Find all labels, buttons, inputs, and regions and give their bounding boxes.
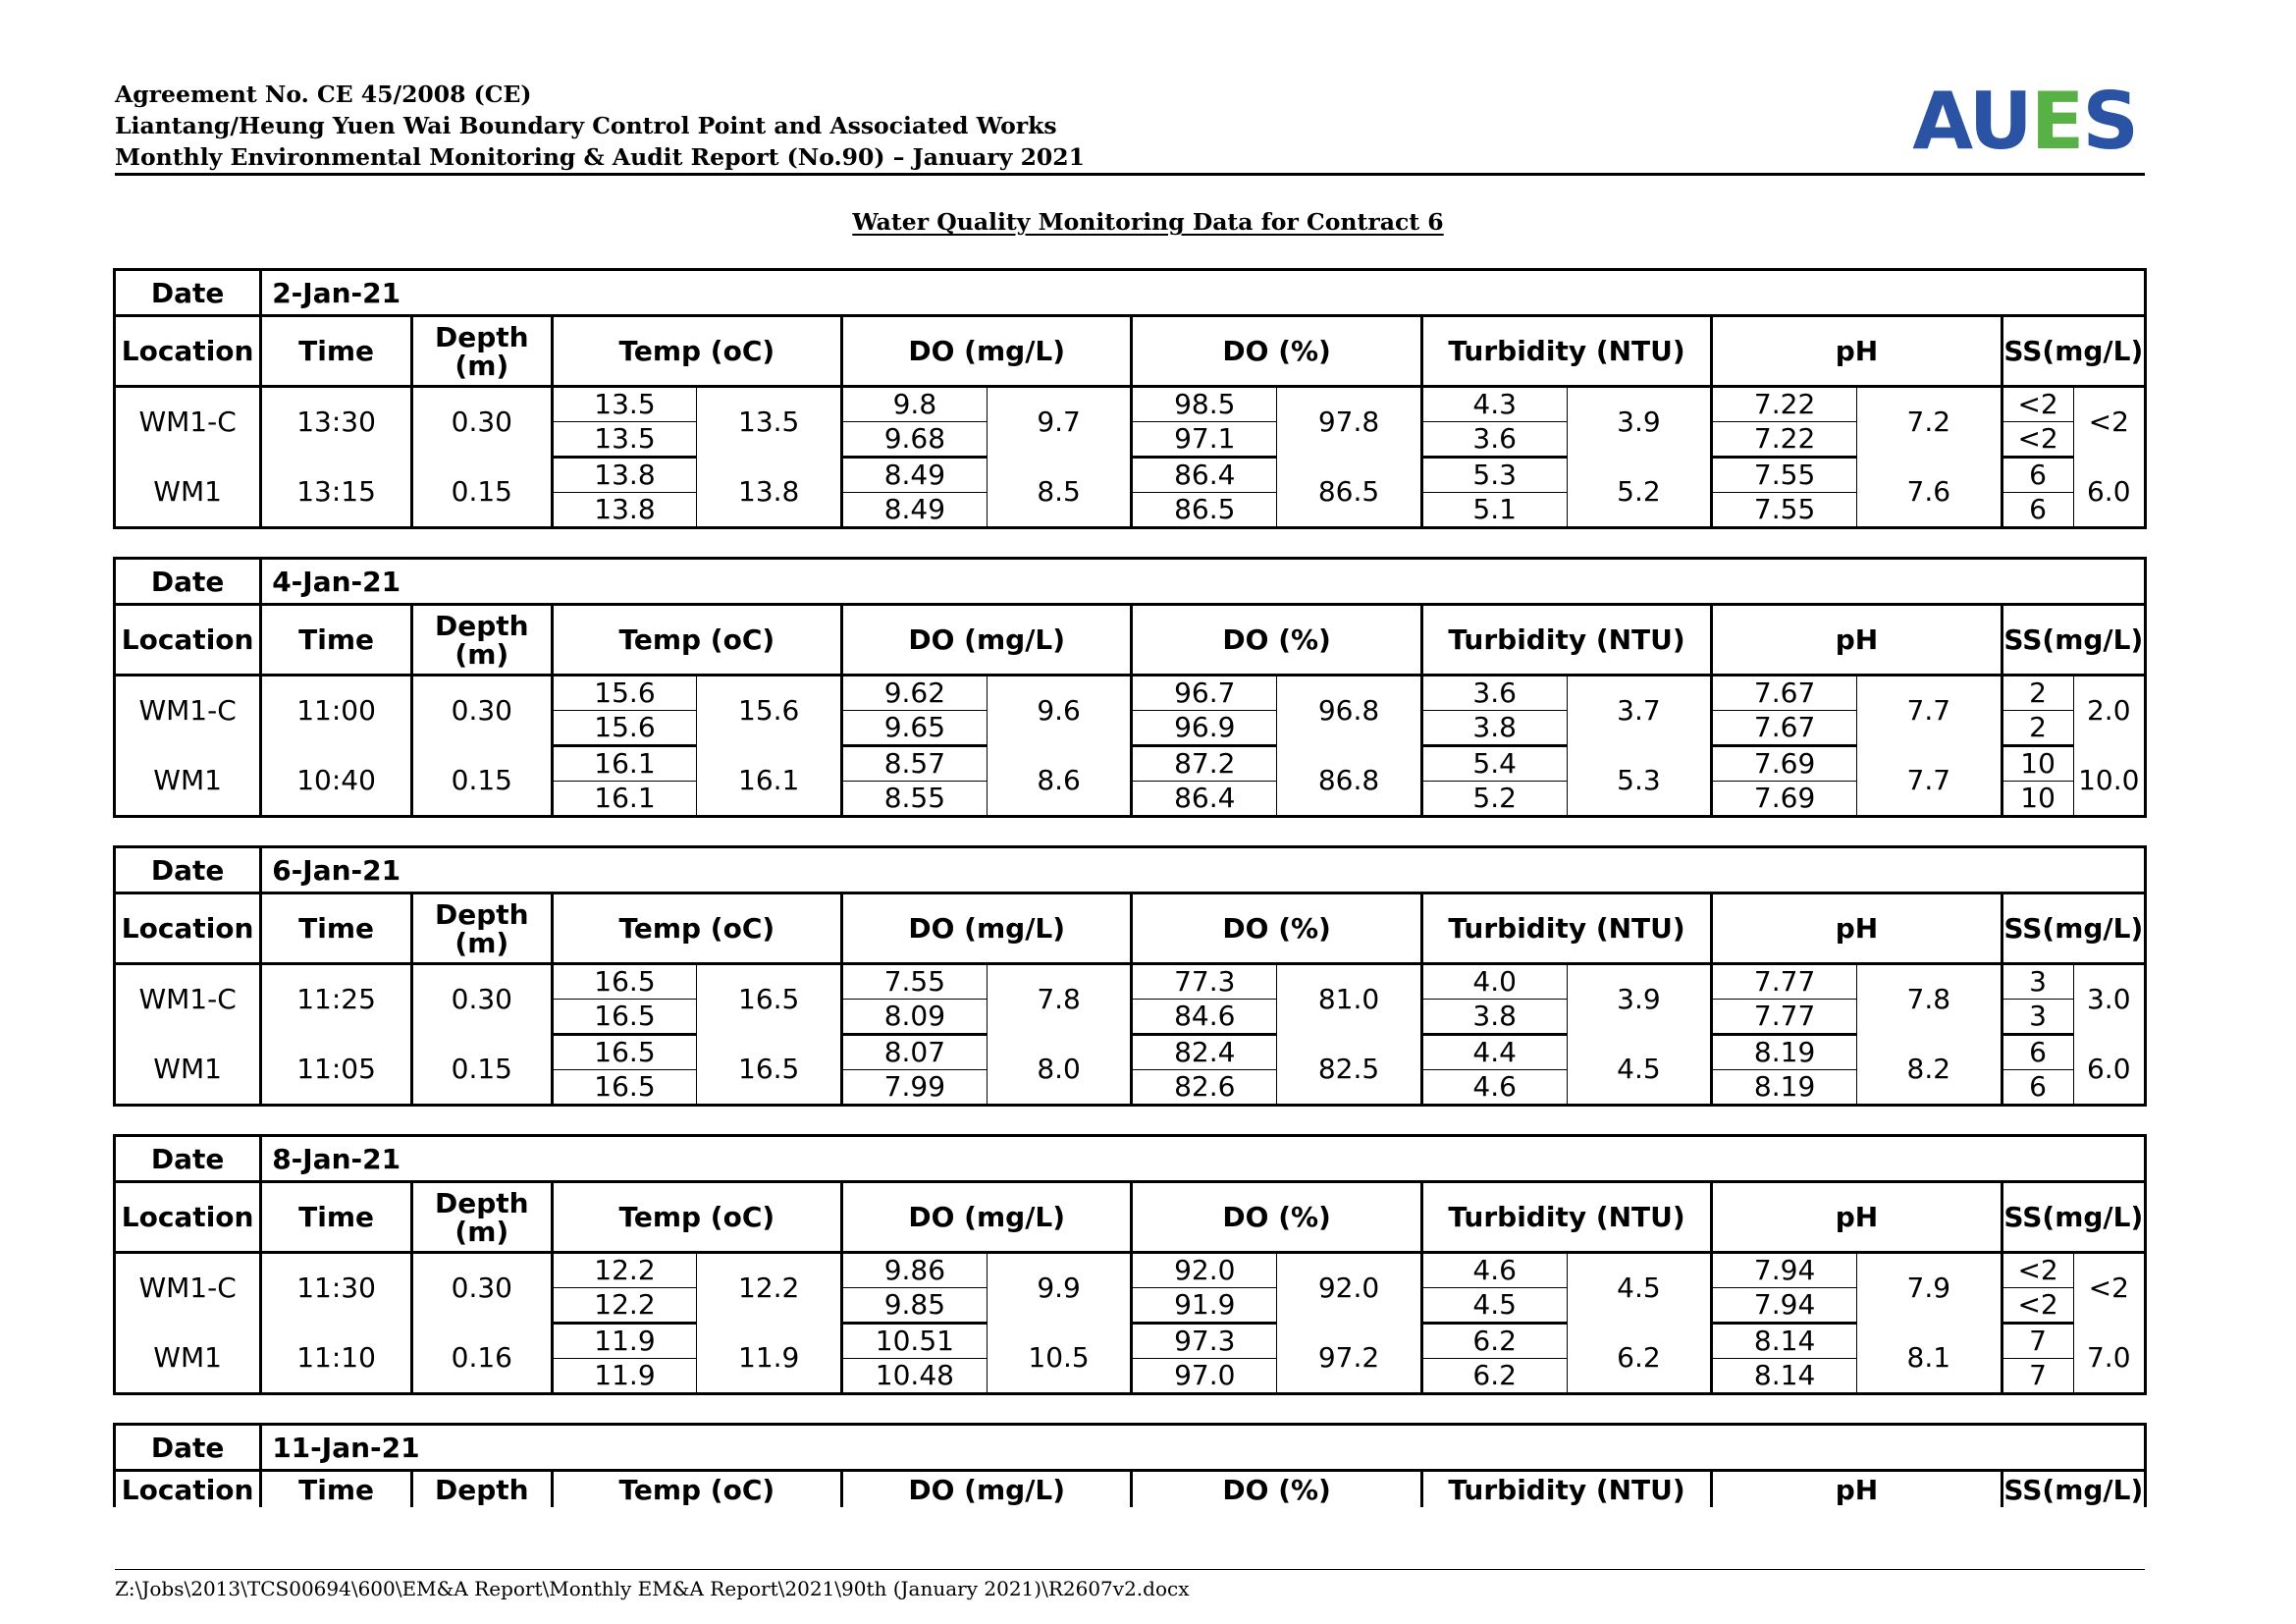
turbidity-average: 3.9 <box>1567 387 1712 458</box>
header-ph: pH <box>1712 1471 2002 1508</box>
agreement-number: Agreement No. CE 45/2008 (CE) <box>115 81 532 108</box>
column-header-row <box>116 1471 2144 1508</box>
do-mgl-average: 8.5 <box>987 458 1132 527</box>
table-row <box>116 746 2144 782</box>
location-cell: WM1-C <box>116 964 261 1035</box>
table-row <box>116 1253 2144 1288</box>
ph-reading-2: 8.19 <box>1712 1070 1857 1105</box>
time-cell: 10:40 <box>261 746 412 816</box>
do-mgl-average: 9.6 <box>987 676 1132 746</box>
time-cell: 11:00 <box>261 676 412 746</box>
ph-reading-2: 7.55 <box>1712 493 1857 527</box>
time-cell: 11:25 <box>261 964 412 1035</box>
depth-cell: 0.16 <box>411 1324 552 1393</box>
date-value: 6-Jan-21 <box>261 848 2144 893</box>
ss-reading-1: <2 <box>2002 1253 2073 1288</box>
header-temp: Temp (oC) <box>552 1471 841 1508</box>
date-label: Date <box>116 1137 261 1182</box>
turbidity-reading-1: 5.4 <box>1421 746 1567 782</box>
ss-reading-2: <2 <box>2002 422 2073 458</box>
ss-reading-1: 2 <box>2002 676 2073 711</box>
header-turbidity: Turbidity (NTU) <box>1421 316 1711 387</box>
header-ss: SS(mg/L) <box>2002 316 2144 387</box>
do-pct-reading-1: 87.2 <box>1132 746 1277 782</box>
ph-average: 7.8 <box>1856 964 2002 1035</box>
date-label: Date <box>116 271 261 316</box>
do-mgl-reading-2: 9.68 <box>842 422 988 458</box>
depth-cell: 0.15 <box>411 458 552 527</box>
ss-reading-1: 6 <box>2002 458 2073 493</box>
temp-reading-1: 11.9 <box>552 1324 697 1359</box>
depth-cell: 0.30 <box>411 387 552 458</box>
header-do-pct: DO (%) <box>1132 1182 1421 1253</box>
temp-average: 11.9 <box>697 1324 842 1393</box>
column-header-row <box>116 1182 2144 1253</box>
header-temp: Temp (oC) <box>552 893 841 964</box>
do-pct-reading-2: 86.4 <box>1132 782 1277 816</box>
time-cell: 11:10 <box>261 1324 412 1393</box>
date-row <box>116 848 2144 893</box>
time-cell: 11:05 <box>261 1035 412 1105</box>
do-mgl-average: 9.7 <box>987 387 1132 458</box>
day-table <box>113 845 2147 1107</box>
header-do-mgl: DO (mg/L) <box>842 1471 1132 1508</box>
do-mgl-reading-1: 9.8 <box>842 387 988 422</box>
turbidity-reading-2: 6.2 <box>1421 1359 1567 1393</box>
header-temp: Temp (oC) <box>552 1182 841 1253</box>
turbidity-reading-1: 4.3 <box>1421 387 1567 422</box>
temp-reading-1: 15.6 <box>552 676 697 711</box>
do-pct-reading-1: 98.5 <box>1132 387 1277 422</box>
date-label: Date <box>116 560 261 605</box>
ss-average: 10.0 <box>2078 763 2140 796</box>
date-value: 2-Jan-21 <box>261 271 2144 316</box>
do-pct-reading-2: 97.0 <box>1132 1359 1277 1393</box>
ph-reading-2: 8.14 <box>1712 1359 1857 1393</box>
table-row <box>116 458 2144 493</box>
do-pct-reading-2: 91.9 <box>1132 1288 1277 1324</box>
header-do-mgl: DO (mg/L) <box>842 1182 1132 1253</box>
column-header-row <box>116 893 2144 964</box>
do-mgl-reading-2: 9.65 <box>842 711 988 746</box>
do-pct-reading-2: 97.1 <box>1132 422 1277 458</box>
temp-average: 13.5 <box>697 387 842 458</box>
project-name: Liantang/Heung Yuen Wai Boundary Control Point and Associated Works <box>115 112 1057 139</box>
ss-reading-2: 2 <box>2002 711 2073 746</box>
ss-average: 7.0 <box>2086 1340 2131 1374</box>
ph-average: 7.6 <box>1856 458 2002 527</box>
header-do-mgl: DO (mg/L) <box>842 893 1132 964</box>
depth-cell: 0.30 <box>411 964 552 1035</box>
temp-reading-2: 11.9 <box>552 1359 697 1393</box>
temp-reading-2: 12.2 <box>552 1288 697 1324</box>
do-mgl-reading-2: 8.49 <box>842 493 988 527</box>
table-row <box>116 1324 2144 1359</box>
do-pct-reading-2: 86.5 <box>1132 493 1277 527</box>
temp-average: 13.8 <box>697 458 842 527</box>
do-pct-reading-2: 96.9 <box>1132 711 1277 746</box>
header-time: Time <box>261 316 412 387</box>
do-mgl-reading-1: 8.07 <box>842 1035 988 1070</box>
ph-reading-1: 7.94 <box>1712 1253 1857 1288</box>
ss-average: 6.0 <box>2086 474 2131 508</box>
turbidity-average: 4.5 <box>1567 1035 1712 1105</box>
file-path: Z:\Jobs\2013\TCS00694\600\EM&A Report\Monthly EM&A Report\2021\90th (January 2021)\R2607v2.docx <box>115 1569 2145 1601</box>
header-time: Time <box>261 893 412 964</box>
header-ph: pH <box>1712 1182 2002 1253</box>
date-value: 8-Jan-21 <box>261 1137 2144 1182</box>
header-turbidity: Turbidity (NTU) <box>1421 605 1711 676</box>
header-depth: Depth (m) <box>411 1182 552 1253</box>
turbidity-reading-2: 4.6 <box>1421 1070 1567 1105</box>
do-pct-reading-1: 97.3 <box>1132 1324 1277 1359</box>
table-title: Water Quality Monitoring Data for Contract 6 <box>852 208 1444 236</box>
ph-reading-1: 7.67 <box>1712 676 1857 711</box>
table-row <box>116 1035 2144 1070</box>
do-pct-average: 86.5 <box>1277 458 1422 527</box>
do-pct-average: 97.2 <box>1277 1324 1422 1393</box>
header-do-mgl: DO (mg/L) <box>842 316 1132 387</box>
temp-average: 16.5 <box>697 1035 842 1105</box>
turbidity-reading-2: 5.1 <box>1421 493 1567 527</box>
header-depth: Depth (m) <box>411 605 552 676</box>
do-pct-average: 97.8 <box>1277 387 1422 458</box>
do-pct-reading-1: 86.4 <box>1132 458 1277 493</box>
report-header <box>115 76 2145 176</box>
day-table <box>113 268 2147 529</box>
header-time: Time <box>261 1471 412 1508</box>
do-mgl-average: 9.9 <box>987 1253 1132 1324</box>
turbidity-reading-1: 4.0 <box>1421 964 1567 1000</box>
ss-reading-2: 10 <box>2002 782 2073 816</box>
location-cell: WM1 <box>116 458 261 527</box>
ss-reading-2: <2 <box>2002 1288 2073 1324</box>
depth-cell: 0.30 <box>411 1253 552 1324</box>
location-cell: WM1-C <box>116 387 261 458</box>
do-mgl-reading-1: 9.86 <box>842 1253 988 1288</box>
date-label: Date <box>116 848 261 893</box>
do-mgl-reading-2: 10.48 <box>842 1359 988 1393</box>
temp-reading-1: 13.5 <box>552 387 697 422</box>
ss-average: 6.0 <box>2086 1052 2131 1085</box>
ss-reading-2: 3 <box>2002 1000 2073 1035</box>
turbidity-average: 5.3 <box>1567 746 1712 816</box>
header-do-pct: DO (%) <box>1132 893 1421 964</box>
aues-logo <box>1912 76 2137 167</box>
ph-average: 7.2 <box>1856 387 2002 458</box>
ph-average: 8.1 <box>1856 1324 2002 1393</box>
turbidity-reading-2: 3.6 <box>1421 422 1567 458</box>
ph-average: 8.2 <box>1856 1035 2002 1105</box>
header-ph: pH <box>1712 893 2002 964</box>
temp-reading-2: 16.1 <box>552 782 697 816</box>
do-pct-reading-1: 92.0 <box>1132 1253 1277 1288</box>
depth-cell: 0.15 <box>411 746 552 816</box>
logo-part-au: AU <box>1912 76 2031 167</box>
ss-reading-2: 7 <box>2002 1359 2073 1393</box>
header-depth: Depth (m) <box>411 316 552 387</box>
temp-reading-2: 13.5 <box>552 422 697 458</box>
do-pct-average: 81.0 <box>1277 964 1422 1035</box>
logo-part-e: E <box>2030 76 2083 167</box>
header-turbidity: Turbidity (NTU) <box>1421 1182 1711 1253</box>
ss-average: <2 <box>2088 1272 2129 1305</box>
temp-reading-2: 15.6 <box>552 711 697 746</box>
header-depth: Depth <box>411 1471 552 1508</box>
temp-average: 16.5 <box>697 964 842 1035</box>
day-table <box>113 1134 2147 1395</box>
temp-reading-1: 16.1 <box>552 746 697 782</box>
do-mgl-reading-2: 8.55 <box>842 782 988 816</box>
date-value: 11-Jan-21 <box>261 1426 2144 1471</box>
header-location: Location <box>116 893 261 964</box>
turbidity-reading-1: 4.6 <box>1421 1253 1567 1288</box>
turbidity-reading-1: 5.3 <box>1421 458 1567 493</box>
turbidity-reading-2: 5.2 <box>1421 782 1567 816</box>
temp-average: 12.2 <box>697 1253 842 1324</box>
temp-average: 15.6 <box>697 676 842 746</box>
header-ss: SS(mg/L) <box>2003 1473 2144 1506</box>
do-pct-reading-1: 77.3 <box>1132 964 1277 1000</box>
depth-cell: 0.15 <box>411 1035 552 1105</box>
date-row <box>116 560 2144 605</box>
ss-average: 2.0 <box>2086 694 2131 728</box>
temp-reading-2: 16.5 <box>552 1000 697 1035</box>
do-pct-reading-2: 82.6 <box>1132 1070 1277 1105</box>
header-do-pct: DO (%) <box>1132 316 1421 387</box>
turbidity-average: 6.2 <box>1567 1324 1712 1393</box>
turbidity-reading-2: 3.8 <box>1421 1000 1567 1035</box>
temp-average: 16.1 <box>697 746 842 816</box>
date-row <box>116 1426 2144 1471</box>
do-mgl-reading-1: 7.55 <box>842 964 988 1000</box>
ph-reading-1: 8.14 <box>1712 1324 1857 1359</box>
date-value: 4-Jan-21 <box>261 560 2144 605</box>
ph-reading-1: 7.69 <box>1712 746 1857 782</box>
do-mgl-average: 8.0 <box>987 1035 1132 1105</box>
location-cell: WM1-C <box>116 676 261 746</box>
turbidity-reading-2: 3.8 <box>1421 711 1567 746</box>
header-temp: Temp (oC) <box>552 605 841 676</box>
location-cell: WM1 <box>116 746 261 816</box>
do-mgl-reading-2: 8.09 <box>842 1000 988 1035</box>
ph-reading-1: 8.19 <box>1712 1035 1857 1070</box>
header-location: Location <box>116 316 261 387</box>
ss-average: <2 <box>2088 406 2129 439</box>
ph-reading-2: 7.67 <box>1712 711 1857 746</box>
header-location: Location <box>116 605 261 676</box>
turbidity-average: 3.9 <box>1567 964 1712 1035</box>
temp-reading-1: 16.5 <box>552 964 697 1000</box>
header-ss: SS(mg/L) <box>2002 1182 2144 1253</box>
turbidity-average: 3.7 <box>1567 676 1712 746</box>
ph-reading-2: 7.94 <box>1712 1288 1857 1324</box>
time-cell: 13:15 <box>261 458 412 527</box>
location-cell: WM1-C <box>116 1253 261 1324</box>
date-row <box>116 1137 2144 1182</box>
header-location: Location <box>116 1471 261 1508</box>
header-ss: SS(mg/L) <box>2002 605 2144 676</box>
ss-reading-1: 7 <box>2002 1324 2073 1359</box>
header-turbidity: Turbidity (NTU) <box>1421 1471 1711 1508</box>
ph-reading-1: 7.22 <box>1712 387 1857 422</box>
ph-reading-2: 7.77 <box>1712 1000 1857 1035</box>
do-mgl-reading-1: 9.62 <box>842 676 988 711</box>
header-do-pct: DO (%) <box>1132 1471 1421 1508</box>
ph-reading-1: 7.77 <box>1712 964 1857 1000</box>
do-pct-average: 86.8 <box>1277 746 1422 816</box>
do-mgl-average: 10.5 <box>987 1324 1132 1393</box>
ss-reading-2: 6 <box>2002 493 2073 527</box>
ss-reading-1: 6 <box>2002 1035 2073 1070</box>
turbidity-average: 5.2 <box>1567 458 1712 527</box>
header-ph: pH <box>1712 316 2002 387</box>
header-do-pct: DO (%) <box>1132 605 1421 676</box>
header-turbidity: Turbidity (NTU) <box>1421 893 1711 964</box>
do-mgl-reading-2: 7.99 <box>842 1070 988 1105</box>
header-ss: SS(mg/L) <box>2002 893 2144 964</box>
ss-reading-1: 10 <box>2002 746 2073 782</box>
temp-reading-1: 12.2 <box>552 1253 697 1288</box>
header-location: Location <box>116 1182 261 1253</box>
header-temp: Temp (oC) <box>552 316 841 387</box>
depth-cell: 0.30 <box>411 676 552 746</box>
do-pct-reading-2: 84.6 <box>1132 1000 1277 1035</box>
do-pct-average: 82.5 <box>1277 1035 1422 1105</box>
turbidity-reading-1: 4.4 <box>1421 1035 1567 1070</box>
ph-average: 7.7 <box>1856 746 2002 816</box>
date-row <box>116 271 2144 316</box>
do-mgl-reading-1: 10.51 <box>842 1324 988 1359</box>
header-depth: Depth (m) <box>411 893 552 964</box>
date-label: Date <box>116 1426 261 1471</box>
header-do-mgl: DO (mg/L) <box>842 605 1132 676</box>
header-ph: pH <box>1712 605 2002 676</box>
time-cell: 13:30 <box>261 387 412 458</box>
do-mgl-reading-1: 8.49 <box>842 458 988 493</box>
temp-reading-1: 13.8 <box>552 458 697 493</box>
do-mgl-average: 8.6 <box>987 746 1132 816</box>
logo-part-s: S <box>2082 76 2137 167</box>
table-row <box>116 387 2144 422</box>
ph-average: 7.7 <box>1856 676 2002 746</box>
ss-reading-1: <2 <box>2002 387 2073 422</box>
do-pct-reading-1: 96.7 <box>1132 676 1277 711</box>
ph-reading-2: 7.69 <box>1712 782 1857 816</box>
turbidity-reading-1: 6.2 <box>1421 1324 1567 1359</box>
location-cell: WM1 <box>116 1324 261 1393</box>
location-cell: WM1 <box>116 1035 261 1105</box>
table-row <box>116 676 2144 711</box>
day-table-partial <box>113 1423 2147 1507</box>
do-pct-average: 96.8 <box>1277 676 1422 746</box>
do-mgl-average: 7.8 <box>987 964 1132 1035</box>
report-name: Monthly Environmental Monitoring & Audit Report (No.90) – January 2021 <box>115 143 1085 171</box>
temp-reading-1: 16.5 <box>552 1035 697 1070</box>
header-time: Time <box>261 1182 412 1253</box>
ph-average: 7.9 <box>1856 1253 2002 1324</box>
ss-reading-1: 3 <box>2002 964 2073 1000</box>
column-header-row <box>116 605 2144 676</box>
do-mgl-reading-2: 9.85 <box>842 1288 988 1324</box>
ph-reading-1: 7.55 <box>1712 458 1857 493</box>
do-pct-average: 92.0 <box>1277 1253 1422 1324</box>
ss-average: 3.0 <box>2086 983 2131 1016</box>
ss-reading-2: 6 <box>2002 1070 2073 1105</box>
time-cell: 11:30 <box>261 1253 412 1324</box>
do-mgl-reading-1: 8.57 <box>842 746 988 782</box>
temp-reading-2: 13.8 <box>552 493 697 527</box>
turbidity-reading-1: 3.6 <box>1421 676 1567 711</box>
do-pct-reading-1: 82.4 <box>1132 1035 1277 1070</box>
table-row <box>116 964 2144 1000</box>
turbidity-average: 4.5 <box>1567 1253 1712 1324</box>
temp-reading-2: 16.5 <box>552 1070 697 1105</box>
header-time: Time <box>261 605 412 676</box>
ph-reading-2: 7.22 <box>1712 422 1857 458</box>
column-header-row <box>116 316 2144 387</box>
turbidity-reading-2: 4.5 <box>1421 1288 1567 1324</box>
day-table <box>113 557 2147 818</box>
